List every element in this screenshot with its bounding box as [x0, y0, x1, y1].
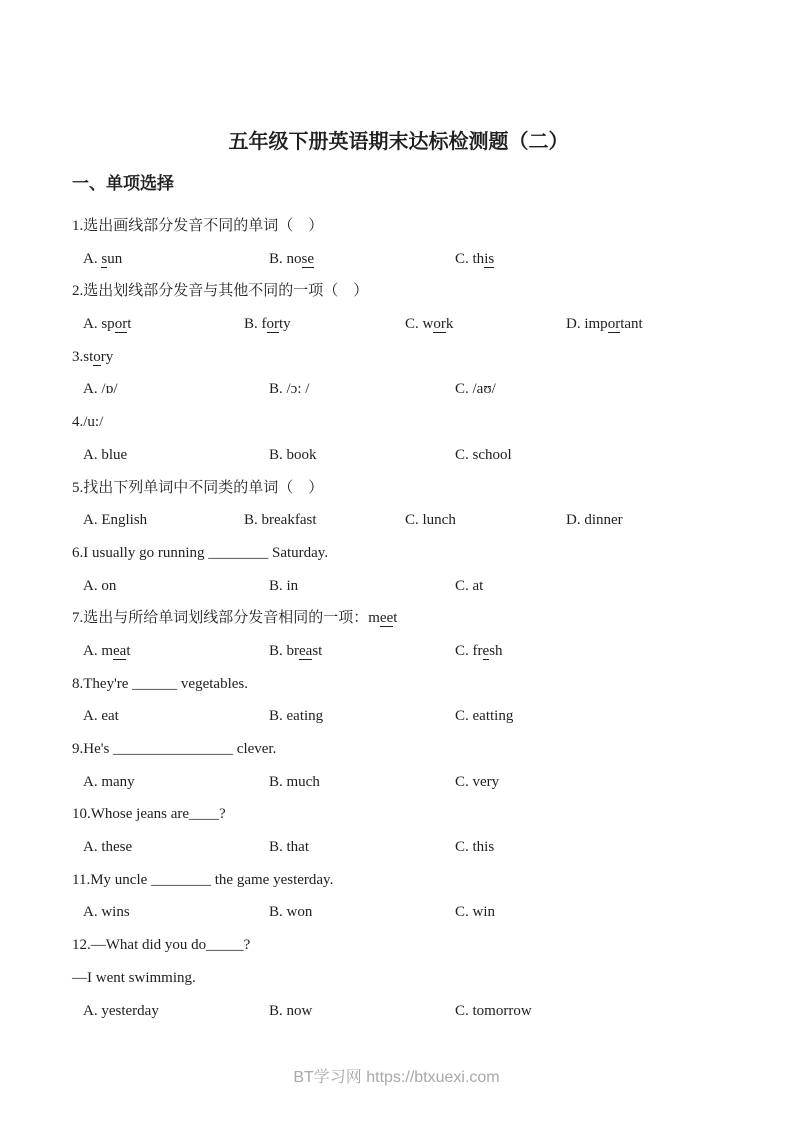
document-title: 五年级下册英语期末达标检测题（二）	[228, 131, 569, 153]
question-10-options	[72, 831, 725, 864]
option-letter: A.	[83, 642, 102, 659]
question-3-option-c: C. /aʊ/	[455, 381, 496, 398]
question-5-stem: 5.找出下列单词中不同类的单词（ ）	[72, 479, 324, 496]
question-2-option-d: D. important	[566, 316, 643, 333]
exam-document-page	[72, 0, 725, 1027]
option-letter: A.	[83, 1002, 102, 1019]
question-8-option-a: A. eat	[83, 708, 119, 725]
question-1-option-b: B. nose	[269, 250, 315, 267]
underlined-letters: o	[93, 348, 101, 365]
underlined-letters: s	[101, 250, 108, 267]
question-2-options	[72, 308, 725, 341]
question-4-options	[72, 439, 725, 472]
option-letter: C.	[455, 381, 473, 398]
question-4-stem: 4./u:/	[72, 414, 104, 431]
option-letter: D.	[566, 316, 585, 333]
option-letter: A.	[83, 708, 102, 725]
question-11-option-c: C. win	[455, 904, 496, 921]
underlined-letters: or	[266, 316, 280, 333]
question-1-options	[72, 243, 725, 276]
question-11-option-b: B. won	[269, 904, 313, 921]
option-letter: B.	[269, 642, 287, 659]
option-letter: A.	[83, 839, 102, 856]
question-11-options	[72, 896, 725, 929]
option-letter: C.	[455, 773, 473, 790]
question-list	[72, 210, 725, 1027]
question-8-stem: 8.They're ______ vegetables.	[72, 675, 248, 692]
underlined-letters: is	[484, 250, 495, 267]
option-letter: C.	[405, 316, 423, 333]
option-letter: C.	[455, 1002, 473, 1019]
question-12-option-a: A. yesterday	[83, 1002, 159, 1019]
question-8-option-c: C. eatting	[455, 708, 514, 725]
question-10-option-b: B. that	[269, 839, 310, 856]
option-letter: B.	[244, 316, 262, 333]
option-letter: A.	[83, 512, 102, 529]
option-letter: A.	[83, 577, 102, 594]
option-letter: A.	[83, 316, 102, 333]
question-2-option-a: A. sport	[83, 316, 132, 333]
question-7-option-b: B. breast	[269, 642, 323, 659]
question-3-options	[72, 373, 725, 406]
question-9-option-b: B. much	[269, 773, 320, 790]
question-6-option-c: C. at	[455, 577, 484, 594]
option-letter: B.	[244, 512, 262, 529]
question-12-options	[72, 995, 725, 1028]
question-2-option-c: C. work	[405, 316, 454, 333]
question-5-option-d: D. dinner	[566, 512, 623, 529]
underlined-letters: or	[607, 316, 621, 333]
question-11-stem: 11.My uncle ________ the game yesterday.	[72, 871, 334, 888]
question-7-option-c: C. fresh	[455, 642, 503, 659]
option-letter: C.	[455, 446, 473, 463]
question-10-stem: 10.Whose jeans are____?	[72, 806, 226, 823]
option-letter: B.	[269, 904, 287, 921]
question-4-option-c: C. school	[455, 446, 512, 463]
underlined-letters: ea	[299, 642, 313, 659]
option-letter: C.	[455, 904, 473, 921]
question-10-option-a: A. these	[83, 839, 133, 856]
question-7-options	[72, 635, 725, 668]
option-letter: B.	[269, 1002, 287, 1019]
option-letter: A.	[83, 773, 102, 790]
question-9-option-c: C. very	[455, 773, 500, 790]
question-8-options	[72, 700, 725, 733]
question-6-stem: 6.I usually go running ________ Saturday.	[72, 544, 329, 561]
question-12-option-b: B. now	[269, 1002, 313, 1019]
question-5-options	[72, 504, 725, 537]
question-2-option-b: B. forty	[244, 316, 291, 333]
question-7-stem: 7.选出与所给单词划线部分发音相同的一项：meet	[72, 610, 398, 627]
question-5-option-c: C. lunch	[405, 512, 456, 529]
underlined-letters: ea	[113, 642, 127, 659]
option-letter: B.	[269, 773, 287, 790]
underlined-letters: se	[301, 250, 315, 267]
footer-watermark: BT学习网 https://btxuexi.com	[293, 1069, 500, 1086]
question-5-option-a: A. English	[83, 512, 148, 529]
question-12-stem: 12.—What did you do_____?	[72, 937, 251, 954]
option-letter: C.	[455, 250, 473, 267]
option-letter: A.	[83, 381, 102, 398]
question-12-line-2: —I went swimming.	[72, 969, 196, 986]
option-letter: A.	[83, 446, 102, 463]
question-1-stem: 1.选出画线部分发音不同的单词（ ）	[72, 218, 324, 234]
option-letter: C.	[455, 708, 473, 725]
option-letter: B.	[269, 250, 287, 267]
question-3-option-a: A. /ɒ/	[83, 381, 118, 398]
question-9-options	[72, 766, 725, 799]
question-11-option-a: A. wins	[83, 904, 130, 921]
question-7-option-a: A. meat	[83, 642, 131, 659]
option-letter: B.	[269, 839, 287, 856]
question-4-option-b: B. book	[269, 446, 317, 463]
question-2-stem: 2.选出划线部分发音与其他不同的一项（ ）	[72, 283, 369, 300]
question-6-option-a: A. on	[83, 577, 117, 594]
option-letter: A.	[83, 250, 102, 267]
option-letter: B.	[269, 577, 287, 594]
underlined-letters: or	[433, 316, 446, 333]
option-letter: C.	[455, 577, 473, 594]
question-4-option-a: A. blue	[83, 446, 128, 463]
question-5-option-b: B. breakfast	[244, 512, 317, 529]
option-letter: B.	[269, 446, 287, 463]
question-1-option-a: A. sun	[83, 250, 123, 267]
option-letter: B.	[269, 708, 287, 725]
option-letter: B.	[269, 381, 287, 398]
underlined-letters: ee	[379, 610, 394, 627]
option-letter: A.	[83, 904, 102, 921]
question-10-option-c: C. this	[455, 839, 495, 856]
question-3-stem: 3.story	[72, 348, 114, 365]
section-heading: 一、单项选择	[72, 174, 174, 193]
question-8-option-b: B. eating	[269, 708, 324, 725]
question-6-options	[72, 570, 725, 603]
option-letter: C.	[455, 839, 473, 856]
question-1-option-c: C. this	[455, 250, 495, 267]
underlined-letters: or	[114, 316, 128, 333]
option-letter: D.	[566, 512, 585, 529]
question-9-option-a: A. many	[83, 773, 135, 790]
option-letter: C.	[455, 642, 473, 659]
question-6-option-b: B. in	[269, 577, 299, 594]
question-9-stem: 9.He's ________________ clever.	[72, 741, 277, 757]
option-letter: C.	[405, 512, 423, 529]
underlined-letters: e	[482, 642, 490, 659]
question-3-option-b: B. /ɔ: /	[269, 381, 310, 398]
question-12-option-c: C. tomorrow	[455, 1002, 532, 1019]
